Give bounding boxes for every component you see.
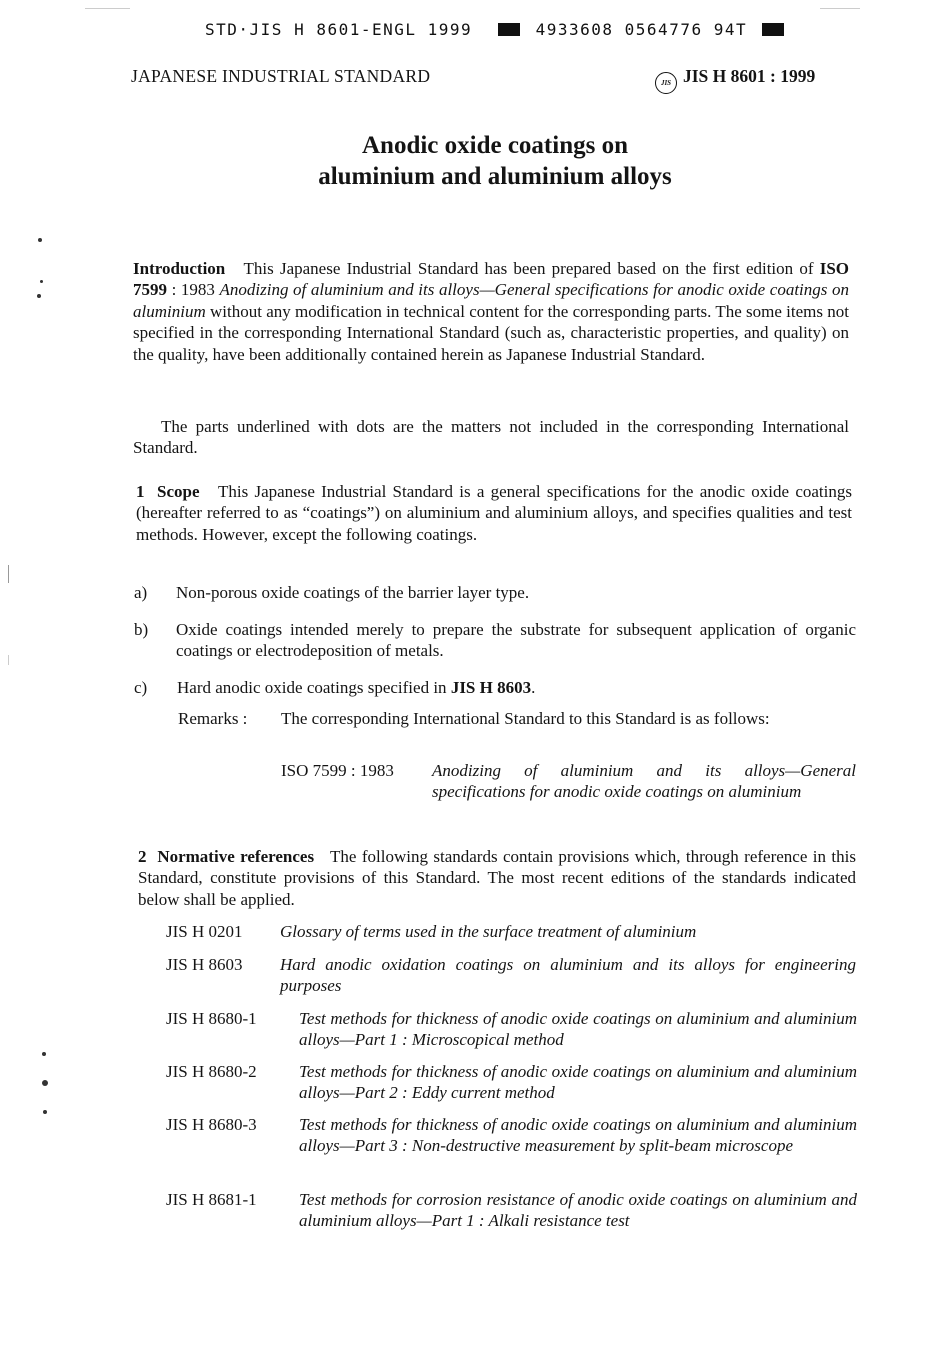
remarks-text: The corresponding International Standard to this Standard is as follows: — [281, 709, 770, 728]
reference-code: JIS H 8680-2 — [166, 1062, 257, 1081]
scan-line — [8, 565, 9, 583]
scan-speck — [40, 280, 43, 283]
remarks-label: Remarks : — [178, 709, 248, 728]
title-line-2: aluminium and aluminium alloys — [318, 163, 672, 190]
intro-text: This Japanese Industrial Standard has been prepared based on the first edition of — [243, 259, 820, 278]
scan-speck — [37, 294, 41, 298]
reference-title: Hard anodic oxidation coatings on aluminium and its alloys for engineering purposes — [280, 955, 856, 996]
reference-code: JIS H 0201 — [166, 922, 243, 941]
document-stamp — [205, 20, 788, 39]
scan-edge-line — [820, 8, 860, 9]
scope-number: 1 — [136, 482, 145, 501]
reference-code: JIS H 8680-3 — [166, 1115, 257, 1134]
reference-title: Glossary of terms used in the surface treatment of aluminium — [280, 922, 697, 941]
stamp-mid: 4933608 0564776 94T — [535, 20, 748, 39]
scope-heading: Scope — [157, 482, 200, 501]
normative-heading: Normative references — [157, 847, 315, 866]
list-item — [134, 677, 857, 698]
reference-code: JIS H 8681-1 — [166, 1190, 257, 1209]
scan-speck — [42, 1052, 46, 1056]
scan-edge-line — [85, 8, 130, 9]
scan-speck — [42, 1080, 48, 1086]
list-item-text: Non-porous oxide coatings of the barrier layer type. — [176, 583, 530, 602]
jis-reference: JIS H 8603 — [450, 678, 532, 697]
introduction-heading: Introduction — [133, 259, 226, 278]
header-standard-label: JAPANESE INDUSTRIAL STANDARD — [131, 66, 431, 86]
list-item — [134, 582, 856, 603]
stamp-left: STD·JIS H 8601-ENGL 1999 — [205, 20, 473, 39]
list-item-text: Oxide coatings intended merely to prepare the substrate for subsequent application of organic coatings or electrodeposition of metals. — [176, 620, 856, 661]
header-standard-number — [655, 66, 815, 94]
introduction-paragraph — [133, 258, 849, 365]
introduction-note: The parts underlined with dots are the matters not included in the corresponding International Standard. — [133, 417, 849, 458]
scope-paragraph — [136, 481, 852, 545]
list-item-label: a) — [134, 583, 148, 602]
stamp-block — [498, 23, 520, 36]
list-item-label: c) — [134, 678, 148, 697]
iso-reference: ISO 7599 — [133, 259, 849, 300]
scan-speck — [43, 1110, 47, 1114]
iso-code: ISO 7599 : 1983 — [281, 761, 394, 780]
scan-speck — [38, 238, 42, 242]
list-item — [134, 619, 856, 662]
normative-references-paragraph — [138, 846, 856, 910]
title-line-1: Anodic oxide coatings on — [361, 132, 628, 159]
iso-title: Anodizing of aluminium and its alloys—General specifications for anodic oxide coatings on aluminium — [133, 280, 849, 321]
intro-text: : 1983 — [167, 280, 220, 300]
scope-text: This Japanese Industrial Standard is a general specifications for the anodic oxide coatings (hereafter referred to as “coatings”) on aluminium and aluminium alloys, and specifies qualities and test methods. However, except the following coatings. — [136, 482, 852, 544]
iso-title: Anodizing of aluminium and its alloys—General specifications for anodic oxide coatings on aluminium — [432, 761, 856, 802]
list-item-label: b) — [134, 620, 149, 639]
reference-title: Test methods for thickness of anodic oxide coatings on aluminium and aluminium alloys—Part 3 : Non-destructive measurement by split-beam microscope — [299, 1115, 857, 1156]
normative-text: The following standards contain provisions which, through reference in this Standard, constitute provisions of this Standard. The most recent editions of the standards indicated below shall be applied. — [138, 847, 856, 909]
list-item-text: . — [531, 678, 536, 697]
list-item-text: Hard anodic oxide coatings specified in — [177, 678, 451, 697]
reference-code: JIS H 8603 — [166, 955, 243, 974]
reference-title: Test methods for thickness of anodic oxide coatings on aluminium and aluminium alloys—Part 1 : Microscopical method — [299, 1009, 857, 1050]
scan-line — [8, 655, 9, 665]
intro-text: without any modification in technical content for the corresponding parts. The some items not specified in the corresponding International Standard (such as, characteristic properties, and quality) on the quality, have been additionally contained herein as Japanese Industrial Standard. — [133, 301, 849, 364]
jis-mark-icon: JIS — [655, 72, 677, 94]
standard-number: JIS H 8601 : 1999 — [683, 66, 816, 86]
reference-code: JIS H 8680-1 — [166, 1009, 257, 1028]
normative-number: 2 — [138, 847, 147, 866]
stamp-block — [762, 23, 784, 36]
reference-title: Test methods for thickness of anodic oxide coatings on aluminium and aluminium alloys—Part 2 : Eddy current method — [299, 1062, 857, 1103]
page-title — [0, 130, 950, 192]
reference-title: Test methods for corrosion resistance of anodic oxide coatings on aluminium and aluminium alloys—Part 1 : Alkali resistance test — [299, 1190, 857, 1231]
